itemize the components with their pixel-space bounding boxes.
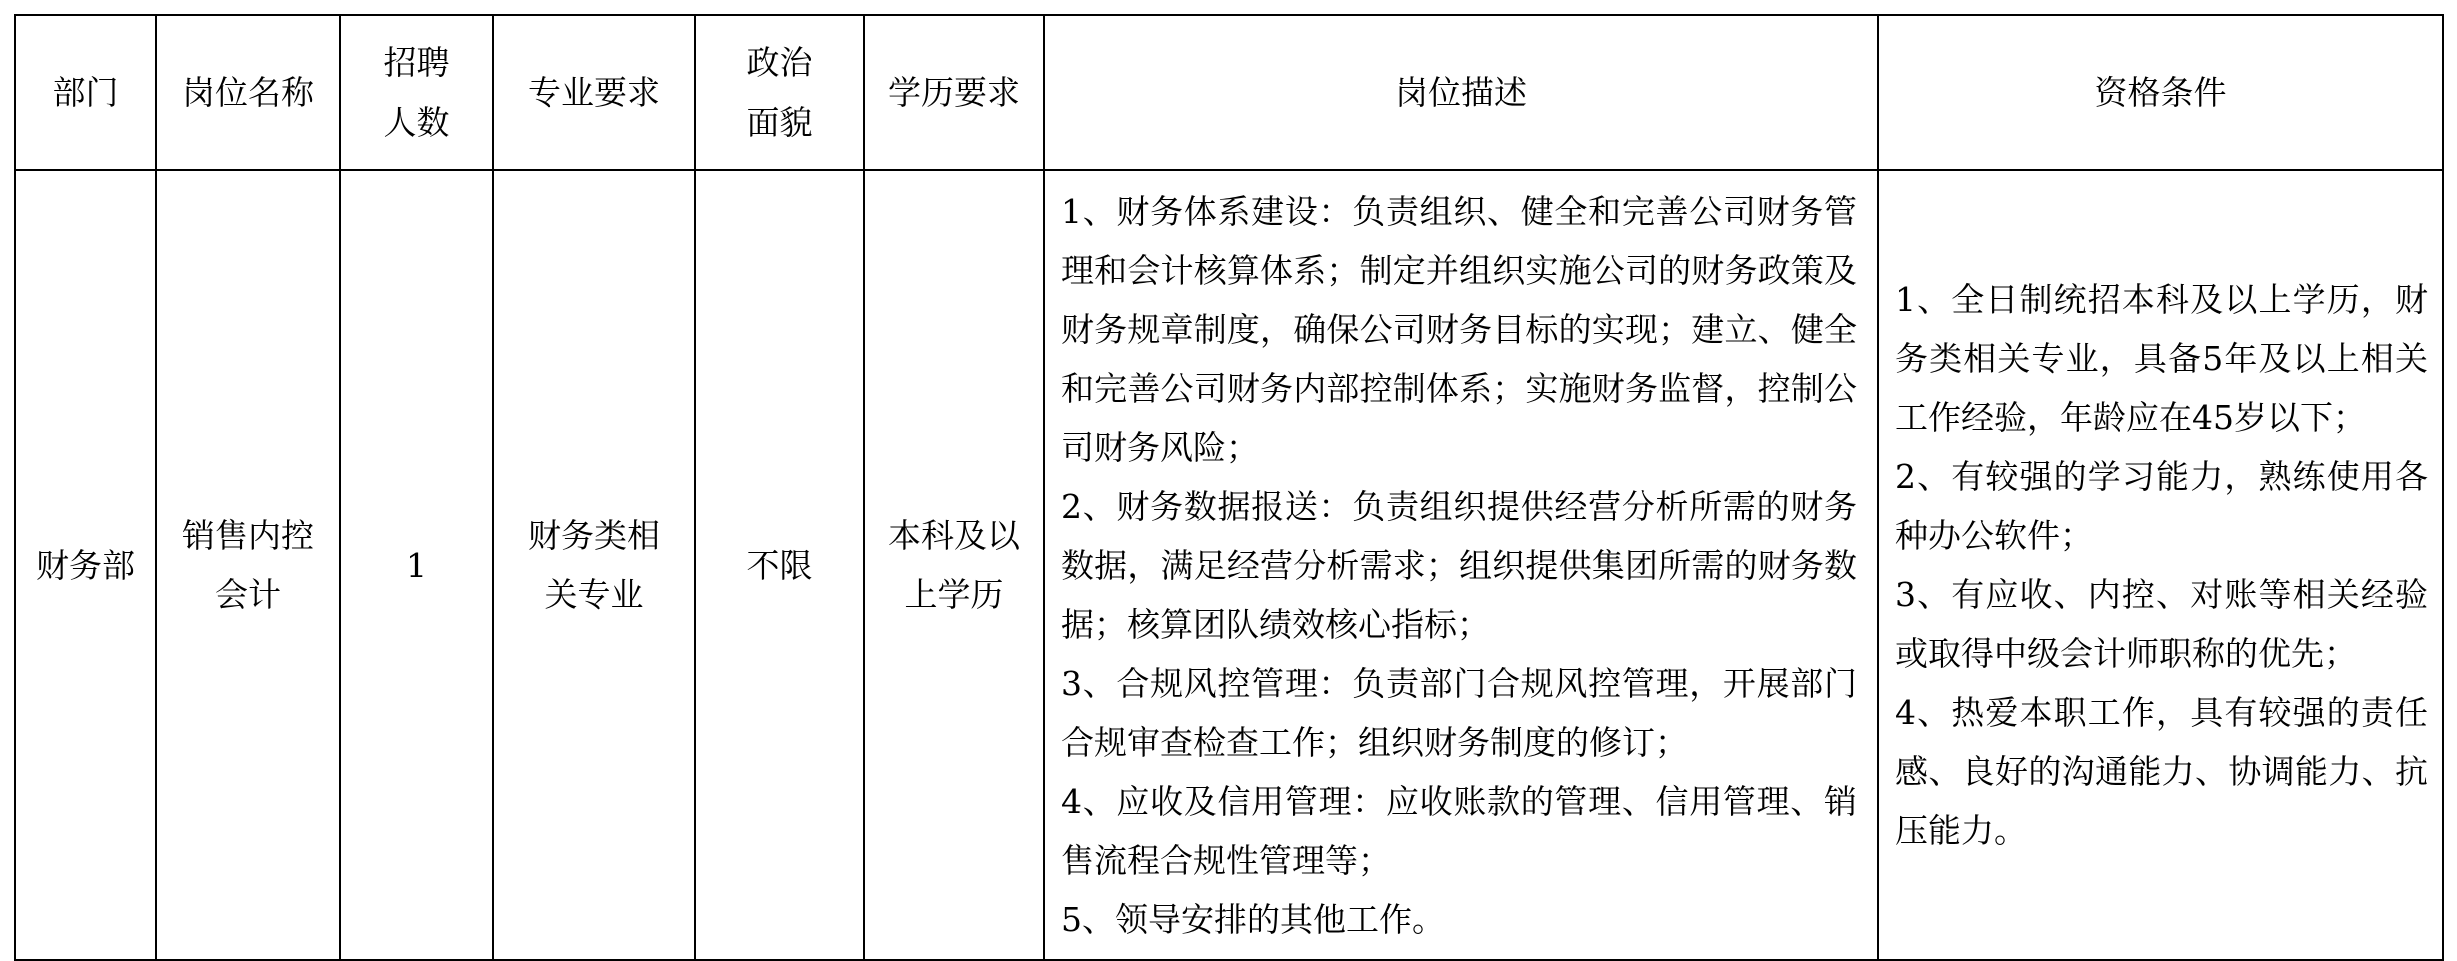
qualification-item: 1、全日制统招本科及以上学历，财务类相关专业，具备5年及以上相关工作经验，年龄应在45岁以下； <box>1895 280 2428 437</box>
description-item: 1、财务体系建设：负责组织、健全和完善公司财务管理和会计核算体系；制定并组织实施公司的财务政策及财务规章制度，确保公司财务目标的实现；建立、健全和完善公司财务内部控制体系；实施财务监督，控制公司财务风险； <box>1061 191 1857 467</box>
cell-position: 销售内控会计 <box>156 170 340 960</box>
header-description: 岗位描述 <box>1044 15 1878 170</box>
cell-major: 财务类相关专业 <box>493 170 695 960</box>
job-posting-table <box>14 14 2444 961</box>
header-politics: 政治面貌 <box>695 15 864 170</box>
description-item: 5、领导安排的其他工作。 <box>1061 899 1445 939</box>
header-education: 学历要求 <box>864 15 1044 170</box>
header-position: 岗位名称 <box>156 15 340 170</box>
header-dept: 部门 <box>15 15 156 170</box>
header-major: 专业要求 <box>493 15 695 170</box>
description-item: 2、财务数据报送：负责组织提供经营分析所需的财务数据，满足经营分析需求；组织提供集团所需的财务数据；核算团队绩效核心指标； <box>1061 486 1857 644</box>
qualification-item: 2、有较强的学习能力，熟练使用各种办公软件； <box>1895 457 2428 555</box>
description-item: 4、应收及信用管理：应收账款的管理、信用管理、销售流程合规性管理等； <box>1061 781 1857 880</box>
cell-dept: 财务部 <box>15 170 156 960</box>
cell-description <box>1044 170 1878 960</box>
cell-headcount: 1 <box>340 170 493 960</box>
cell-qualifications <box>1878 170 2443 960</box>
job-row <box>15 170 2443 960</box>
header-headcount: 招聘人数 <box>340 15 493 170</box>
qualification-item: 3、有应收、内控、对账等相关经验或取得中级会计师职称的优先； <box>1895 575 2428 673</box>
cell-education: 本科及以上学历 <box>864 170 1044 960</box>
cell-politics: 不限 <box>695 170 864 960</box>
header-qualifications: 资格条件 <box>1878 15 2443 170</box>
header-row <box>15 15 2443 170</box>
qualification-item: 4、热爱本职工作，具有较强的责任感、良好的沟通能力、协调能力、抗压能力。 <box>1895 693 2428 850</box>
description-item: 3、合规风控管理：负责部门合规风控管理，开展部门合规审查检查工作；组织财务制度的修订； <box>1061 663 1857 762</box>
